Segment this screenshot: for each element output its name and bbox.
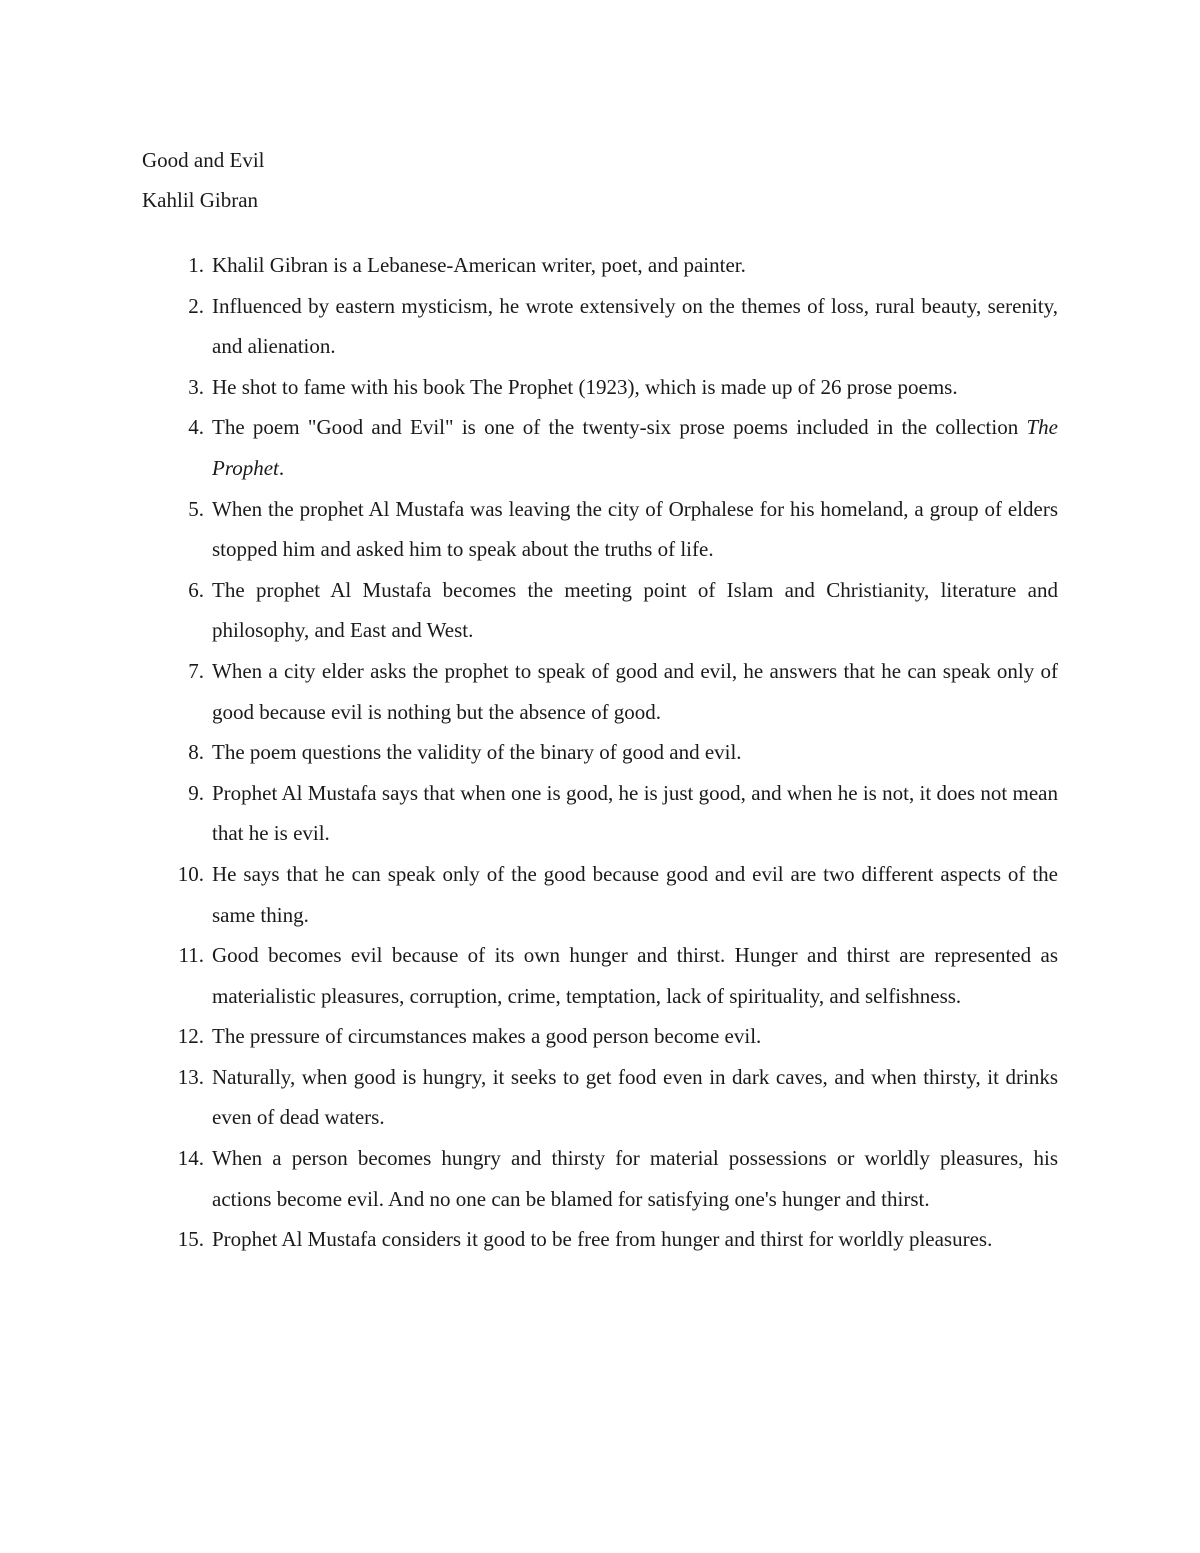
list-item [142,245,1058,286]
list-item [142,732,1058,773]
list-item-number: 1. [188,253,204,277]
list-item [142,489,1058,570]
list-item-number: 10. [177,861,204,886]
list-item-text: He shot to fame with his book The Prophet (1923), which is made up of 26 prose poems. [212,374,958,399]
list-item-number: 2. [188,293,204,318]
list-item-text: Prophet Al Mustafa considers it good to be free from hunger and thirst for worldly pleasures. [212,1227,993,1252]
list-item [142,407,1058,488]
list-item-number: 6. [188,577,204,602]
list-item [142,1219,1058,1260]
list-item-number: 9. [188,780,204,805]
list-item-text: When a city elder asks the prophet to speak of good and evil, he answers that he can speak only of good because evil is nothing but the absence of good. [212,658,1058,724]
list-item-text: He says that he can speak only of the good because good and evil are two different aspects of the same thing. [212,861,1058,927]
list-item-text: Good becomes evil because of its own hunger and thirst. Hunger and thirst are represented as materialistic pleasures, corruption, crime, temptation, lack of spirituality, and selfishness. [212,943,1058,1008]
book-title-italic: The Prophet [212,415,1058,480]
list-item-text: Influenced by eastern mysticism, he wrote extensively on the themes of loss, rural beauty, serenity, and alienation. [212,293,1058,359]
document-title: Good and Evil [142,148,265,172]
list-item-number: 11. [178,943,204,968]
list-item [142,1138,1058,1219]
list-item-text: When a person becomes hungry and thirsty for material possessions or worldly pleasures, his actions become evil. And no one can be blamed for satisfying one's hunger and thirst. [212,1146,1058,1211]
list-item-text: When the prophet Al Mustafa was leaving the city of Orphalese for his homeland, a group of elders stopped him and asked him to speak about the truths of life. [212,496,1058,562]
list-item [142,773,1058,854]
document-author: Kahlil Gibran [142,188,259,212]
list-item-number: 3. [188,374,204,399]
list-item-text: The prophet Al Mustafa becomes the meeting point of Islam and Christianity, literature and philosophy, and East and West. [212,577,1058,643]
list-item-text-segment: . [278,455,285,480]
list-item-number: 13. [177,1064,204,1089]
list-item-text [212,407,1058,488]
list-item-text: Prophet Al Mustafa says that when one is good, he is just good, and when he is not, it does not mean that he is evil. [212,780,1058,846]
list-item-text: The poem questions the validity of the binary of good and evil. [212,740,742,765]
list-item [142,854,1058,935]
list-item-number: 15. [177,1227,204,1252]
list-item [142,1057,1058,1138]
list-item [142,570,1058,651]
list-item [142,935,1058,1016]
list-item [142,651,1058,732]
list-item [142,1016,1058,1057]
list-item-number: 14. [177,1146,204,1171]
list-item-number: 4. [188,415,204,440]
list-item [142,367,1058,408]
list-item-text: The pressure of circumstances makes a good person become evil. [212,1024,762,1049]
numbered-list [142,245,1058,1260]
list-item-text: Naturally, when good is hungry, it seeks to get food even in dark caves, and when thirsty, it drinks even of dead waters. [212,1064,1058,1130]
document-header [142,140,264,220]
list-item [142,286,1058,367]
list-item-number: 8. [188,740,204,765]
list-item-number: 12. [177,1024,204,1049]
list-item-text-segment: The poem "Good and Evil" is one of the twenty-six prose poems included in the collection [212,415,1027,440]
list-item-number: 7. [188,658,204,683]
list-item-text: Khalil Gibran is a Lebanese-American writer, poet, and painter. [212,253,746,277]
list-item-number: 5. [188,496,204,521]
